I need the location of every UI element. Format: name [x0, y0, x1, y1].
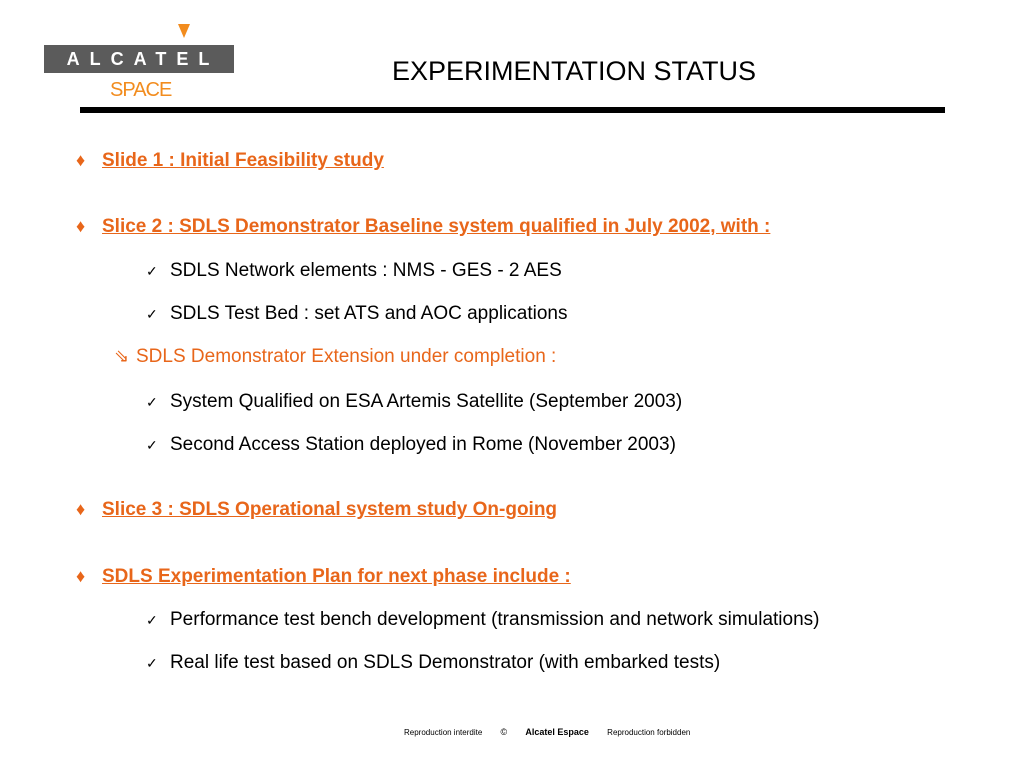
- footer-brand: Alcatel Espace: [525, 727, 589, 737]
- diamond-icon: ♦: [76, 216, 86, 236]
- bullet-text: Slide 1 : Initial Feasibility study: [102, 150, 384, 171]
- arrow-icon: ⇘: [114, 346, 130, 366]
- checkmark-icon: ✓: [146, 612, 158, 628]
- bullet-text: SDLS Experimentation Plan for next phase include :: [102, 566, 571, 587]
- bullet-text: Slice 3 : SDLS Operational system study On-going: [102, 499, 558, 520]
- checkmark-icon: ✓: [146, 394, 158, 410]
- sub-item-test-bed: [146, 303, 567, 325]
- sub-item-network-elements: [146, 260, 562, 282]
- sub-item-rome-station: [146, 434, 676, 456]
- sub-item-artemis: [146, 391, 682, 413]
- checkmark-icon: ✓: [146, 437, 158, 453]
- footer-right-text: Reproduction forbidden: [607, 728, 691, 737]
- sub-item-text: SDLS Network elements : NMS - GES - 2 AES: [170, 260, 562, 281]
- bullet-item-slide-1: [76, 150, 384, 172]
- logo-brand-text: ALCATEL: [44, 45, 234, 73]
- slide-footer: [404, 727, 690, 737]
- diamond-icon: ♦: [76, 499, 86, 519]
- bullet-item-slice-3: [76, 499, 557, 521]
- bullet-item-experimentation-plan: [76, 566, 571, 588]
- sub-heading-extension: [114, 346, 556, 368]
- sub-item-real-life-test: [146, 652, 720, 674]
- checkmark-icon: ✓: [146, 306, 158, 322]
- sub-item-text: SDLS Test Bed : set ATS and AOC applications: [170, 303, 568, 324]
- copyright-symbol: ©: [500, 727, 508, 737]
- sub-heading-text: SDLS Demonstrator Extension under completion :: [136, 346, 557, 367]
- sub-item-text: Real life test based on SDLS Demonstrator (with embarked tests): [170, 652, 721, 673]
- sub-item-performance-bench: [146, 609, 819, 631]
- sub-item-text: System Qualified on ESA Artemis Satellite (September 2003): [170, 391, 683, 412]
- checkmark-icon: ✓: [146, 655, 158, 671]
- diamond-icon: ♦: [76, 150, 86, 170]
- bullet-item-slice-2: [76, 216, 770, 238]
- sub-item-text: Second Access Station deployed in Rome (November 2003): [170, 434, 676, 455]
- diamond-icon: ♦: [76, 566, 86, 586]
- checkmark-icon: ✓: [146, 263, 158, 279]
- sub-item-text: Performance test bench development (transmission and network simulations): [170, 609, 820, 630]
- bullet-text: Slice 2 : SDLS Demonstrator Baseline system qualified in July 2002, with :: [102, 216, 771, 237]
- footer-left-text: Reproduction interdite: [404, 728, 483, 737]
- slide-title: EXPERIMENTATION STATUS: [392, 56, 757, 86]
- logo-sub-text: SPACE: [110, 79, 172, 101]
